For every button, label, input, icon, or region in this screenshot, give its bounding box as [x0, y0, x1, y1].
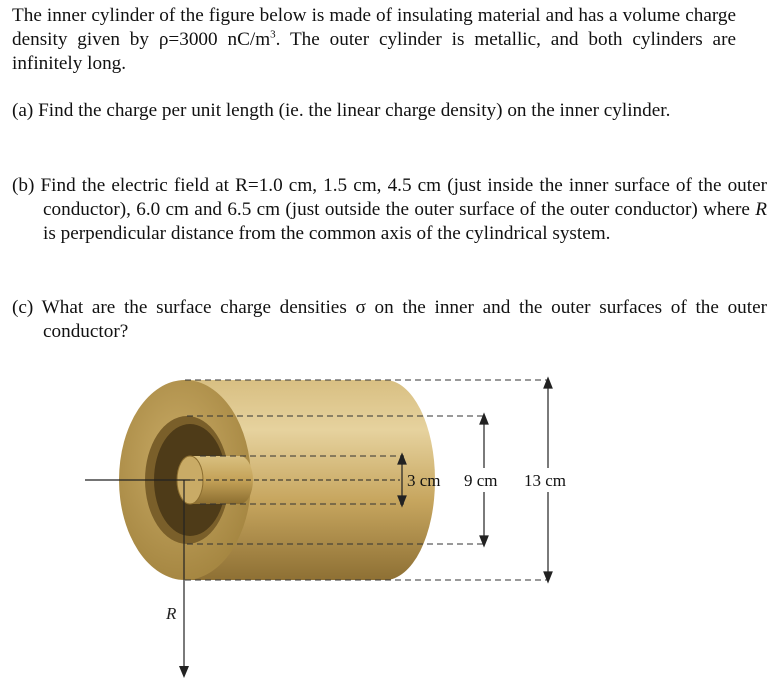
cylinder-figure	[0, 360, 759, 699]
intro-text: The inner cylinder of the figure below is made of insulating material and has a volume charge density given by ρ=3000 nC/m	[12, 5, 736, 51]
intro-exponent: 3	[270, 28, 276, 41]
r-axis-label: R	[166, 604, 177, 623]
cylinder-drawing	[0, 360, 759, 699]
r-axis-arrow	[179, 666, 189, 678]
part-c: (c) What are the surface charge densities σ on the inner and the outer surfaces of the outer conductor?	[12, 297, 767, 343]
part-b-text-end: is perpendicular distance from the common axis of the cylindrical system.	[43, 223, 611, 245]
dim-label-9cm: 9 cm	[464, 471, 498, 490]
part-b	[12, 174, 767, 247]
problem-intro	[12, 4, 736, 77]
part-b-text: (b) Find the electric field at R=1.0 cm, 1.5 cm, 4.5 cm (just inside the inner surface of the outer conductor), 6.0 cm and 6.5 cm (just outside the outer surface of the outer conductor) where	[12, 175, 767, 221]
intro-text-end: . The outer cylinder is metallic, and both cylinders are infinitely long.	[12, 29, 736, 75]
part-a: (a) Find the charge per unit length (ie. the linear charge density) on the inner cylinder.	[12, 100, 671, 121]
dim-label-3cm: 3 cm	[407, 471, 441, 490]
part-b-variable: R	[755, 199, 767, 221]
dim-label-13cm: 13 cm	[524, 471, 567, 490]
